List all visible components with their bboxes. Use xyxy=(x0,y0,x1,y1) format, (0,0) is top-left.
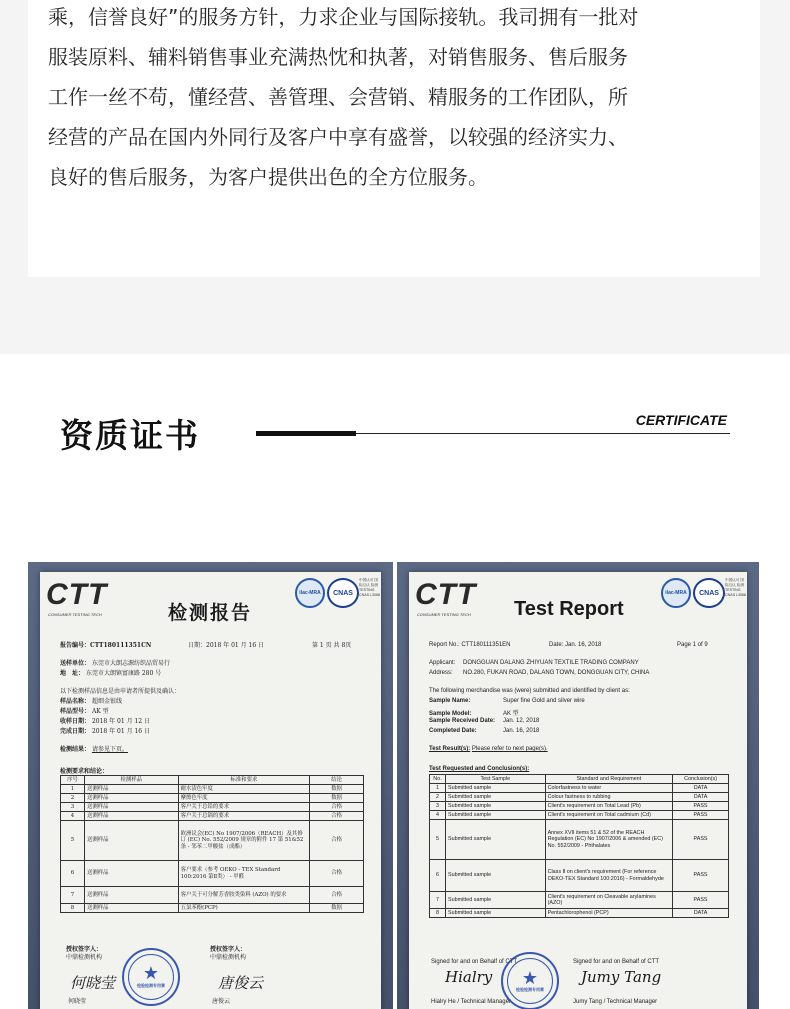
report-title: 检测报告 xyxy=(168,602,253,624)
report-number: Report No.: CTT180111351EN xyxy=(429,642,511,648)
table-title: 检测要求和结论： xyxy=(60,768,109,775)
header-cell: 序号 xyxy=(61,776,85,785)
header-cell: Conclusion(s) xyxy=(673,775,729,784)
certificate-paper xyxy=(40,572,381,1009)
table-row: 7 送测样品 客户关于可分解芳香胺类染料 (AZO) 的要求 合格 xyxy=(61,887,364,904)
table-row: 2 Submitted sample Colour fastness to rubbing DATA xyxy=(430,793,729,802)
table-row: 8 送测样品 五氯苯酚(PCP) 数据 xyxy=(61,904,364,913)
cnas-logo-icon: CNAS xyxy=(693,578,725,608)
table-row: 1 送测样品 耐水渍色牢度 数据 xyxy=(61,785,364,794)
ctt-logo-sub: CONSUMER TESTING TECH xyxy=(48,612,102,617)
certificate-photo-cn xyxy=(28,562,393,1009)
address: Address: NO.280, FUKAN ROAD, DALANG TOWN, DONGGUAN CITY, CHINA xyxy=(429,670,650,676)
table-header-row xyxy=(61,776,364,785)
completed-date: 完成日期： 2018 年 01 月 16 日 xyxy=(60,728,151,735)
test-result: 检测结果： 请参见下页。 xyxy=(60,746,128,753)
table-row: 4 送测样品 客户关于总镉的要求 合格 xyxy=(61,812,364,821)
address: 地 址： 东莞市大朗镇富康路 280 号 xyxy=(60,670,162,677)
ctt-logo: CTT xyxy=(46,578,108,611)
signer-label-1: Signed for and on Behalf of CTT xyxy=(431,959,518,965)
applicant: 送样单位： 东莞市大朗志源纺织品贸易行 xyxy=(60,660,170,667)
table-row: 2 送测样品 摩擦色牢度 数据 xyxy=(61,794,364,803)
sample-name: 样品名称： 超细金银线 xyxy=(60,698,122,705)
intro-paragraph xyxy=(48,0,728,197)
report-date: 日期：2018 年 01 月 16 日 xyxy=(188,642,265,649)
applicant: Applicant: DONGGUAN DALANG ZHIYUAN TEXTILE TRADING COMPANY xyxy=(429,660,639,666)
section-subtitle: CERTIFICATE xyxy=(635,412,727,428)
table-row: 8 Submitted sample Pentachlorophenol (PCP) DATA xyxy=(430,909,729,918)
section-title: 资质证书 xyxy=(60,416,200,455)
cnas-logo-icon: CNAS xyxy=(327,578,359,608)
official-stamp-icon: ★ 检验检测专用章 xyxy=(122,948,180,1006)
signer-label: 授权签字人： xyxy=(210,946,247,953)
table-row: 1 Submitted sample Colorfastness to water DATA xyxy=(430,784,729,793)
signer-block-2 xyxy=(210,946,246,962)
signer-label-2: Signed for and on Behalf of CTT xyxy=(573,959,660,965)
table-row: 6 送测样品 客户要求（参考 OEKO - TEX Standard 100:2016 第Ⅱ类） - 甲醛 合格 xyxy=(61,861,364,887)
table-row: 7 Submitted sample Client's requirement on Cleavable arylamines (AZO) PASS xyxy=(430,892,729,909)
signature-2: Jumy Tang xyxy=(581,968,662,986)
title-divider-accent xyxy=(256,431,356,436)
table-row: 4 Submitted sample Client's requirement on Total cadmium (Cd) PASS xyxy=(430,811,729,820)
certificate-paper xyxy=(409,572,747,1009)
ctt-logo-sub: CONSUMER TESTING TECH xyxy=(417,612,471,617)
ctt-logo: CTT xyxy=(415,578,477,611)
header-cell: Standard and Requirement xyxy=(545,775,673,784)
header-cell: 检测样品 xyxy=(84,776,178,785)
signer-org: 中鼎检测机构 xyxy=(210,954,247,961)
sample-note: 以下检测样品信息是由申请者所提供及确认： xyxy=(60,688,181,695)
signer-name-1: Hialry He / Technical Manager xyxy=(431,999,511,1005)
cnas-caption: 中国认可 国际互认 检测 TESTING CNAS L3068 xyxy=(359,578,380,597)
signer-name-1: 何晓莹 xyxy=(68,998,87,1005)
ilac-logo-icon: ilac-MRA xyxy=(661,578,691,608)
results-table xyxy=(429,774,729,918)
signer-org: 中鼎检测机构 xyxy=(66,954,103,961)
signature-2: 唐俊云 xyxy=(218,974,264,992)
official-stamp-icon: ★ 检验检测专用章 xyxy=(501,952,559,1009)
table-row: 5 送测样品 欧洲议会(EC) No 1907/2006（REACH）及其修订 (EC) No. 552/2009 规章的附件 17 第 51&52 条 - 邻苯二甲酸盐（成酯） 合格 xyxy=(61,821,364,861)
report-title: Test Report xyxy=(514,598,624,620)
intro-line: 乘，信誉良好”的服务方针，力求企业与国际接轨。我司拥有一批对 xyxy=(48,5,639,29)
intro-line: 工作一丝不苟，懂经营、善管理、会营销、精服务的工作团队，所 xyxy=(48,85,628,109)
received-date: Sample Received Date: Jan. 12, 2018 xyxy=(429,718,540,724)
signature-1: Hialry xyxy=(445,968,493,986)
table-row: 3 Submitted sample Client's requirement on Total Lead (Pb) PASS xyxy=(430,802,729,811)
completed-date: Completed Date: Jan. 16, 2018 xyxy=(429,728,540,734)
signer-label: 授权签字人： xyxy=(66,946,103,953)
table-header-row xyxy=(430,775,729,784)
report-number: 报告编号：CTT180111351CN xyxy=(60,642,152,649)
sample-model: 样品型号： AK 型 xyxy=(60,708,109,715)
sample-model: Sample Model: AK 型 xyxy=(429,711,519,717)
header-cell: Test Sample xyxy=(445,775,545,784)
table-row: 3 送测样品 客户关于总铅的要求 合格 xyxy=(61,803,364,812)
received-date: 收样日期： 2018 年 01 月 12 日 xyxy=(60,718,151,725)
header-cell: 结论 xyxy=(310,776,364,785)
sample-note: The following merchandise was (were) submitted and identified by client as: xyxy=(429,688,630,694)
signer-name-2: 唐俊云 xyxy=(212,998,231,1005)
results-table xyxy=(60,775,364,913)
ilac-logo-icon: ilac-MRA xyxy=(295,578,325,608)
test-result: Test Result(s): Please refer to next page(s). xyxy=(429,746,548,752)
certificate-photo-en xyxy=(397,562,759,1009)
report-page: Page 1 of 9 xyxy=(677,642,708,648)
intro-line: 服装原料、辅料销售事业充满热忱和执著，对销售服务、售后服务 xyxy=(48,45,628,69)
signer-name-2: Jumy Tang / Technical Manager xyxy=(573,999,658,1005)
intro-line: 经营的产品在国内外同行及客户中享有盛誉，以较强的经济实力、 xyxy=(48,125,628,149)
cnas-caption: 中国认可 国际互认 检测 TESTING CNAS L3068 xyxy=(725,578,746,597)
header-cell: No. xyxy=(430,775,446,784)
header-cell: 标准和要求 xyxy=(178,776,310,785)
signer-block-1 xyxy=(66,946,102,962)
table-title: Test Requested and Conclusion(s): xyxy=(429,766,530,772)
report-date: Date: Jan. 16, 2018 xyxy=(549,642,602,648)
intro-line: 良好的售后服务，为客户提供出色的全方位服务。 xyxy=(48,165,488,189)
report-page: 第 1 页 共 8页 xyxy=(312,642,352,649)
signature-1: 何晓莹 xyxy=(70,974,116,992)
table-row: 6 Submitted sample Class Ⅱ on client's requirement (For reference OEKO-TEX Standard 100:2016) - Formaldehyde PASS xyxy=(430,860,729,892)
sample-name: Sample Name: Super fine Gold and silver wire xyxy=(429,698,585,704)
table-row: 5 Submitted sample Annex XVII items 51 & 52 of the REACH Regulation (EC) No 1907/2006 & amended (EC) No. 552/2009 - Phthalates PASS xyxy=(430,820,729,860)
